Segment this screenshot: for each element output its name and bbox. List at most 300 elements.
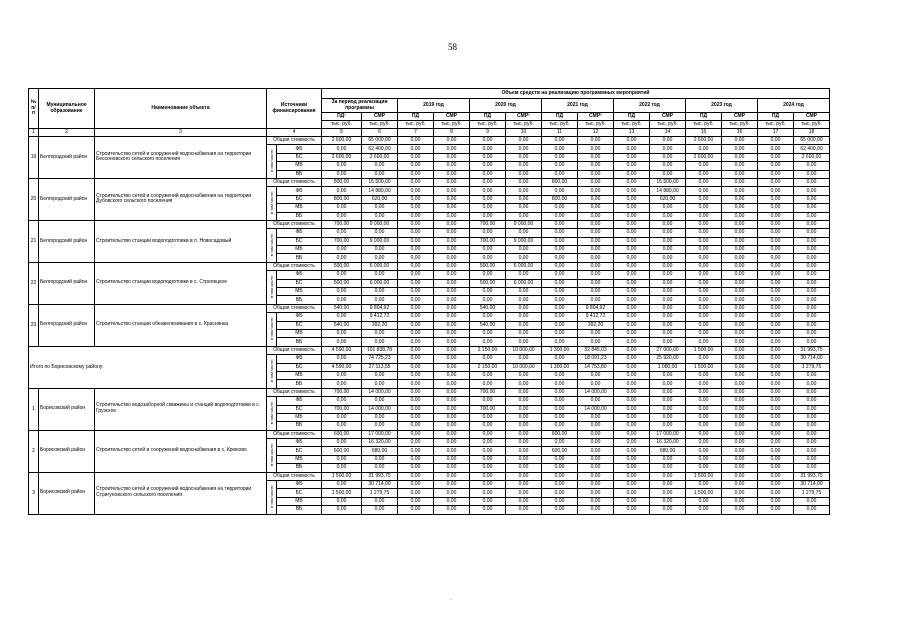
- value-cell: 0,00: [434, 380, 470, 388]
- value-cell: 0,00: [542, 355, 578, 363]
- district-total-label: Итого по Борисовскому району:: [29, 346, 267, 388]
- value-cell: 0,00: [758, 430, 794, 438]
- value-cell: 0,00: [398, 506, 434, 514]
- value-cell: 0,00: [578, 153, 614, 161]
- object-name: Строительство сетей и сооружений водоснабжения на территории Стригуновского сельского поселения: [95, 472, 267, 514]
- source-label: МБ: [277, 246, 322, 254]
- value-cell: 0,00: [578, 413, 614, 421]
- table-row-total: [29, 304, 830, 312]
- total-cost-label: Общая стоимость: [267, 346, 322, 354]
- value-cell: 0,00: [578, 447, 614, 455]
- value-cell: 0,00: [506, 145, 542, 153]
- value-cell: 0,00: [722, 195, 758, 203]
- value-cell: 0,00: [322, 246, 362, 254]
- value-cell: 0,00: [470, 506, 506, 514]
- value-cell: 0,00: [614, 271, 650, 279]
- source-label: БС: [277, 237, 322, 245]
- value-cell: 0,00: [650, 397, 686, 405]
- value-cell: 0,00: [362, 296, 398, 304]
- header-pd: ПД: [542, 113, 578, 121]
- municipality: Белгородский район: [39, 304, 95, 346]
- source-label: ФБ: [277, 145, 322, 153]
- value-cell: 0,00: [614, 489, 650, 497]
- value-cell: 0,00: [650, 271, 686, 279]
- value-cell: 0,00: [542, 405, 578, 413]
- value-cell: 0,00: [434, 397, 470, 405]
- value-cell: 0,00: [614, 212, 650, 220]
- row-number: 22: [29, 262, 39, 304]
- value-cell: 0,00: [650, 413, 686, 421]
- value-cell: 0,00: [758, 178, 794, 186]
- value-cell: 0,00: [506, 422, 542, 430]
- value-cell: 0,00: [434, 313, 470, 321]
- value-cell: 0,00: [506, 329, 542, 337]
- value-cell: 0,00: [434, 321, 470, 329]
- value-cell: 0,00: [506, 153, 542, 161]
- value-cell: 0,00: [686, 413, 722, 421]
- value-cell: 0,00: [434, 254, 470, 262]
- value-cell: 1 300,00: [542, 363, 578, 371]
- total-cost-label: Общая стоимость: [267, 304, 322, 312]
- column-number: 3: [95, 129, 267, 137]
- value-cell: 0,00: [650, 254, 686, 262]
- value-cell: 0,00: [506, 464, 542, 472]
- header-volume-title: Объем средств на реализацию программных мероприятий: [322, 89, 830, 99]
- value-cell: 0,00: [614, 472, 650, 480]
- value-cell: 0,00: [542, 237, 578, 245]
- value-cell: 0,00: [470, 170, 506, 178]
- value-cell: 27 000,00: [650, 346, 686, 354]
- value-cell: 0,00: [758, 321, 794, 329]
- value-cell: 800,00: [542, 178, 578, 186]
- value-cell: 0,00: [542, 220, 578, 228]
- value-cell: 0,00: [650, 237, 686, 245]
- value-cell: 0,00: [758, 170, 794, 178]
- value-cell: 0,00: [722, 430, 758, 438]
- value-cell: 0,00: [362, 204, 398, 212]
- value-cell: 0,00: [650, 137, 686, 145]
- value-cell: 0,00: [398, 405, 434, 413]
- header-period: 2021 год: [542, 99, 614, 113]
- value-cell: 0,00: [434, 430, 470, 438]
- value-cell: 4 590,00: [322, 363, 362, 371]
- object-name: Строительство сетей и сооружений водоснабжения на территории Бессоновского сельского поселения: [95, 137, 267, 179]
- value-cell: 0,00: [650, 329, 686, 337]
- value-cell: 0,00: [578, 338, 614, 346]
- value-cell: 0,00: [614, 246, 650, 254]
- header-sources: Источники финансирования: [267, 89, 322, 129]
- value-cell: 0,00: [542, 481, 578, 489]
- header-smr: СМР: [434, 113, 470, 121]
- value-cell: 0,00: [758, 380, 794, 388]
- value-cell: 0,00: [614, 338, 650, 346]
- footer-mark: ·: [450, 597, 452, 603]
- source-label: ФБ: [277, 481, 322, 489]
- value-cell: 0,00: [614, 355, 650, 363]
- value-cell: 0,00: [398, 329, 434, 337]
- value-cell: 0,00: [470, 246, 506, 254]
- value-cell: 0,00: [614, 153, 650, 161]
- value-cell: 0,00: [614, 439, 650, 447]
- value-cell: 0,00: [362, 271, 398, 279]
- value-cell: 0,00: [470, 271, 506, 279]
- value-cell: 0,00: [542, 455, 578, 463]
- value-cell: 0,00: [362, 413, 398, 421]
- value-cell: 0,00: [650, 388, 686, 396]
- value-cell: 0,00: [614, 388, 650, 396]
- value-cell: 0,00: [686, 288, 722, 296]
- incl-text: в том числе:: [268, 316, 274, 341]
- value-cell: 0,00: [470, 464, 506, 472]
- value-cell: 0,00: [322, 464, 362, 472]
- value-cell: 0,00: [650, 204, 686, 212]
- value-cell: 0,00: [506, 481, 542, 489]
- row-number: 23: [29, 304, 39, 346]
- unit-cell: тыс. руб.: [758, 121, 794, 129]
- value-cell: 0,00: [578, 464, 614, 472]
- unit-cell: тыс. руб.: [578, 121, 614, 129]
- value-cell: 0,00: [722, 229, 758, 237]
- value-cell: 0,00: [794, 329, 830, 337]
- value-cell: 0,00: [650, 497, 686, 505]
- value-cell: 0,00: [758, 472, 794, 480]
- value-cell: 0,00: [578, 220, 614, 228]
- value-cell: 0,00: [722, 170, 758, 178]
- value-cell: 0,00: [506, 170, 542, 178]
- value-cell: 0,00: [542, 229, 578, 237]
- source-label: МБ: [277, 413, 322, 421]
- value-cell: 0,00: [722, 405, 758, 413]
- value-cell: 0,00: [542, 464, 578, 472]
- row-number: 3: [29, 472, 39, 514]
- value-cell: 0,00: [686, 212, 722, 220]
- value-cell: 0,00: [650, 422, 686, 430]
- value-cell: 0,00: [470, 338, 506, 346]
- value-cell: 0,00: [650, 506, 686, 514]
- value-cell: 0,00: [362, 371, 398, 379]
- value-cell: 9 000,00: [506, 237, 542, 245]
- source-label: ВБ: [277, 170, 322, 178]
- value-cell: 0,00: [506, 447, 542, 455]
- header-municipality: Муниципальное образование: [39, 89, 95, 129]
- value-cell: 0,00: [722, 220, 758, 228]
- table-row-total: [29, 178, 830, 186]
- value-cell: 0,00: [614, 178, 650, 186]
- value-cell: 0,00: [686, 187, 722, 195]
- value-cell: 10 000,00: [506, 363, 542, 371]
- value-cell: 9 412,72: [578, 313, 614, 321]
- incl-label: [267, 145, 277, 179]
- value-cell: 0,00: [686, 430, 722, 438]
- value-cell: 0,00: [322, 229, 362, 237]
- value-cell: 0,00: [794, 422, 830, 430]
- value-cell: 0,00: [470, 413, 506, 421]
- source-label: МБ: [277, 288, 322, 296]
- value-cell: 0,00: [506, 355, 542, 363]
- source-label: ВБ: [277, 422, 322, 430]
- value-cell: 0,00: [398, 355, 434, 363]
- value-cell: 0,00: [794, 229, 830, 237]
- table-row-total: [29, 137, 830, 145]
- value-cell: 540,00: [470, 304, 506, 312]
- value-cell: 1 300,00: [542, 346, 578, 354]
- value-cell: 0,00: [470, 371, 506, 379]
- column-number: 17: [758, 129, 794, 137]
- value-cell: 0,00: [686, 329, 722, 337]
- value-cell: 0,00: [398, 464, 434, 472]
- value-cell: 0,00: [434, 338, 470, 346]
- value-cell: 0,00: [434, 371, 470, 379]
- value-cell: 0,00: [650, 246, 686, 254]
- value-cell: 0,00: [722, 380, 758, 388]
- value-cell: 0,00: [758, 455, 794, 463]
- value-cell: 0,00: [794, 296, 830, 304]
- incl-text: в том числе:: [268, 400, 274, 424]
- value-cell: 0,00: [722, 288, 758, 296]
- value-cell: 0,00: [362, 288, 398, 296]
- value-cell: 0,00: [506, 204, 542, 212]
- value-cell: 9 000,00: [506, 220, 542, 228]
- value-cell: 0,00: [578, 288, 614, 296]
- value-cell: 0,00: [578, 397, 614, 405]
- value-cell: 0,00: [578, 237, 614, 245]
- value-cell: 0,00: [398, 254, 434, 262]
- header-pd: ПД: [470, 113, 506, 121]
- table-row-total: [29, 472, 830, 480]
- value-cell: 0,00: [506, 162, 542, 170]
- value-cell: 0,00: [686, 271, 722, 279]
- value-cell: 0,00: [794, 447, 830, 455]
- value-cell: 0,00: [686, 380, 722, 388]
- value-cell: 0,00: [722, 497, 758, 505]
- column-number: 4: [267, 129, 322, 137]
- value-cell: 0,00: [506, 455, 542, 463]
- value-cell: 31 993,75: [794, 472, 830, 480]
- column-number: 15: [686, 129, 722, 137]
- value-cell: 0,00: [434, 212, 470, 220]
- value-cell: 0,00: [470, 397, 506, 405]
- incl-label: [267, 355, 277, 389]
- value-cell: 0,00: [542, 279, 578, 287]
- value-cell: 0,00: [470, 355, 506, 363]
- value-cell: 2 150,00: [470, 346, 506, 354]
- incl-label: [267, 271, 277, 305]
- value-cell: 0,00: [578, 497, 614, 505]
- column-number: 7: [398, 129, 434, 137]
- column-number: 1: [29, 129, 39, 137]
- value-cell: 0,00: [434, 506, 470, 514]
- value-cell: 0,00: [722, 237, 758, 245]
- value-cell: 62 400,00: [362, 145, 398, 153]
- value-cell: 0,00: [506, 388, 542, 396]
- municipality: Белгородский район: [39, 220, 95, 262]
- value-cell: 0,00: [322, 329, 362, 337]
- value-cell: 0,00: [322, 296, 362, 304]
- value-cell: 17 000,00: [362, 430, 398, 438]
- value-cell: 18 091,23: [578, 355, 614, 363]
- total-cost-label: Общая стоимость: [267, 178, 322, 186]
- value-cell: 0,00: [794, 455, 830, 463]
- value-cell: 800,00: [542, 195, 578, 203]
- value-cell: 0,00: [614, 464, 650, 472]
- value-cell: 0,00: [506, 321, 542, 329]
- incl-label: [267, 229, 277, 263]
- value-cell: 0,00: [578, 422, 614, 430]
- value-cell: 0,00: [722, 271, 758, 279]
- value-cell: 0,00: [362, 455, 398, 463]
- value-cell: 0,00: [434, 439, 470, 447]
- value-cell: 0,00: [722, 212, 758, 220]
- incl-text: в том числе:: [268, 358, 274, 382]
- table-row-total: [29, 388, 830, 396]
- incl-label: [267, 397, 277, 431]
- value-cell: 500,00: [322, 262, 362, 270]
- header-period: 2020 год: [470, 99, 542, 113]
- value-cell: 0,00: [794, 288, 830, 296]
- value-cell: 0,00: [650, 405, 686, 413]
- value-cell: 0,00: [650, 220, 686, 228]
- value-cell: 0,00: [434, 346, 470, 354]
- value-cell: 2 600,00: [362, 153, 398, 161]
- value-cell: 0,00: [722, 204, 758, 212]
- header-period: 2019 год: [398, 99, 470, 113]
- value-cell: 0,00: [758, 422, 794, 430]
- value-cell: 0,00: [758, 195, 794, 203]
- value-cell: 0,00: [686, 497, 722, 505]
- value-cell: 27 113,55: [362, 363, 398, 371]
- header-smr: СМР: [650, 113, 686, 121]
- value-cell: 0,00: [650, 472, 686, 480]
- value-cell: 0,00: [578, 296, 614, 304]
- value-cell: 1 500,00: [686, 489, 722, 497]
- value-cell: 0,00: [322, 271, 362, 279]
- value-cell: 0,00: [362, 162, 398, 170]
- value-cell: 0,00: [398, 145, 434, 153]
- value-cell: 0,00: [686, 481, 722, 489]
- value-cell: 9 804,92: [578, 304, 614, 312]
- value-cell: 0,00: [614, 279, 650, 287]
- value-cell: 700,00: [322, 405, 362, 413]
- unit-cell: тыс. руб.: [470, 121, 506, 129]
- value-cell: 0,00: [614, 237, 650, 245]
- header-smr: СМР: [794, 113, 830, 121]
- value-cell: 0,00: [614, 262, 650, 270]
- value-cell: 0,00: [614, 397, 650, 405]
- value-cell: 0,00: [758, 439, 794, 447]
- value-cell: 0,00: [506, 288, 542, 296]
- object-name: Строительство станции обезжелезивания в с. Краснянка: [95, 304, 267, 346]
- value-cell: 0,00: [686, 145, 722, 153]
- value-cell: 0,00: [722, 422, 758, 430]
- value-cell: 0,00: [686, 296, 722, 304]
- value-cell: 0,00: [650, 153, 686, 161]
- header-smr: СМР¹: [506, 113, 542, 121]
- value-cell: 700,00: [470, 220, 506, 228]
- value-cell: 0,00: [506, 489, 542, 497]
- value-cell: 0,00: [434, 262, 470, 270]
- row-number: 21: [29, 220, 39, 262]
- value-cell: 0,00: [506, 506, 542, 514]
- value-cell: 0,00: [722, 279, 758, 287]
- value-cell: 0,00: [722, 145, 758, 153]
- value-cell: 0,00: [794, 506, 830, 514]
- source-label: БС: [277, 363, 322, 371]
- value-cell: 0,00: [362, 254, 398, 262]
- value-cell: 0,00: [434, 363, 470, 371]
- value-cell: 0,00: [686, 439, 722, 447]
- value-cell: 6 000,00: [362, 279, 398, 287]
- object-name: Строительство сетей и сооружений водоснабжения в с. Крюково: [95, 430, 267, 472]
- value-cell: 0,00: [614, 363, 650, 371]
- value-cell: 0,00: [470, 447, 506, 455]
- object-name: Строительство станции водоподготовки в п. Новосадовый: [95, 220, 267, 262]
- value-cell: 0,00: [722, 489, 758, 497]
- value-cell: 0,00: [686, 464, 722, 472]
- value-cell: 14 000,00: [362, 405, 398, 413]
- value-cell: 30 714,00: [362, 481, 398, 489]
- value-cell: 0,00: [758, 187, 794, 195]
- value-cell: 0,00: [434, 413, 470, 421]
- value-cell: 0,00: [398, 296, 434, 304]
- value-cell: 0,00: [794, 170, 830, 178]
- value-cell: 0,00: [578, 137, 614, 145]
- value-cell: 0,00: [398, 288, 434, 296]
- value-cell: 0,00: [722, 137, 758, 145]
- value-cell: 0,00: [542, 296, 578, 304]
- value-cell: 0,00: [506, 178, 542, 186]
- value-cell: 0,00: [322, 187, 362, 195]
- value-cell: 0,00: [434, 170, 470, 178]
- value-cell: 0,00: [362, 229, 398, 237]
- value-cell: 0,00: [722, 329, 758, 337]
- value-cell: 0,00: [614, 455, 650, 463]
- source-label: МБ: [277, 455, 322, 463]
- value-cell: 0,00: [398, 371, 434, 379]
- total-cost-label: Общая стоимость: [267, 430, 322, 438]
- value-cell: 0,00: [398, 304, 434, 312]
- value-cell: 0,00: [434, 388, 470, 396]
- value-cell: 0,00: [362, 380, 398, 388]
- municipality: Белгородский район: [39, 137, 95, 179]
- value-cell: 30 714,00: [794, 481, 830, 489]
- value-cell: 600,00: [322, 430, 362, 438]
- value-cell: 0,00: [506, 137, 542, 145]
- value-cell: 0,00: [722, 262, 758, 270]
- value-cell: 0,00: [434, 464, 470, 472]
- value-cell: 0,00: [758, 413, 794, 421]
- value-cell: 0,00: [322, 481, 362, 489]
- value-cell: 0,00: [434, 288, 470, 296]
- value-cell: 0,00: [542, 271, 578, 279]
- value-cell: 0,00: [506, 439, 542, 447]
- value-cell: 0,00: [686, 422, 722, 430]
- value-cell: 15 500,00: [362, 178, 398, 186]
- value-cell: 0,00: [686, 204, 722, 212]
- value-cell: 0,00: [686, 338, 722, 346]
- value-cell: 0,00: [470, 229, 506, 237]
- header-period: 2023 год: [686, 99, 758, 113]
- value-cell: 0,00: [362, 246, 398, 254]
- value-cell: 14 000,00: [578, 388, 614, 396]
- value-cell: 0,00: [578, 489, 614, 497]
- source-label: БС: [277, 447, 322, 455]
- value-cell: 0,00: [322, 338, 362, 346]
- value-cell: 0,00: [794, 497, 830, 505]
- column-number: 8: [434, 129, 470, 137]
- value-cell: 0,00: [398, 472, 434, 480]
- value-cell: 1 500,00: [322, 472, 362, 480]
- column-number: 12: [578, 129, 614, 137]
